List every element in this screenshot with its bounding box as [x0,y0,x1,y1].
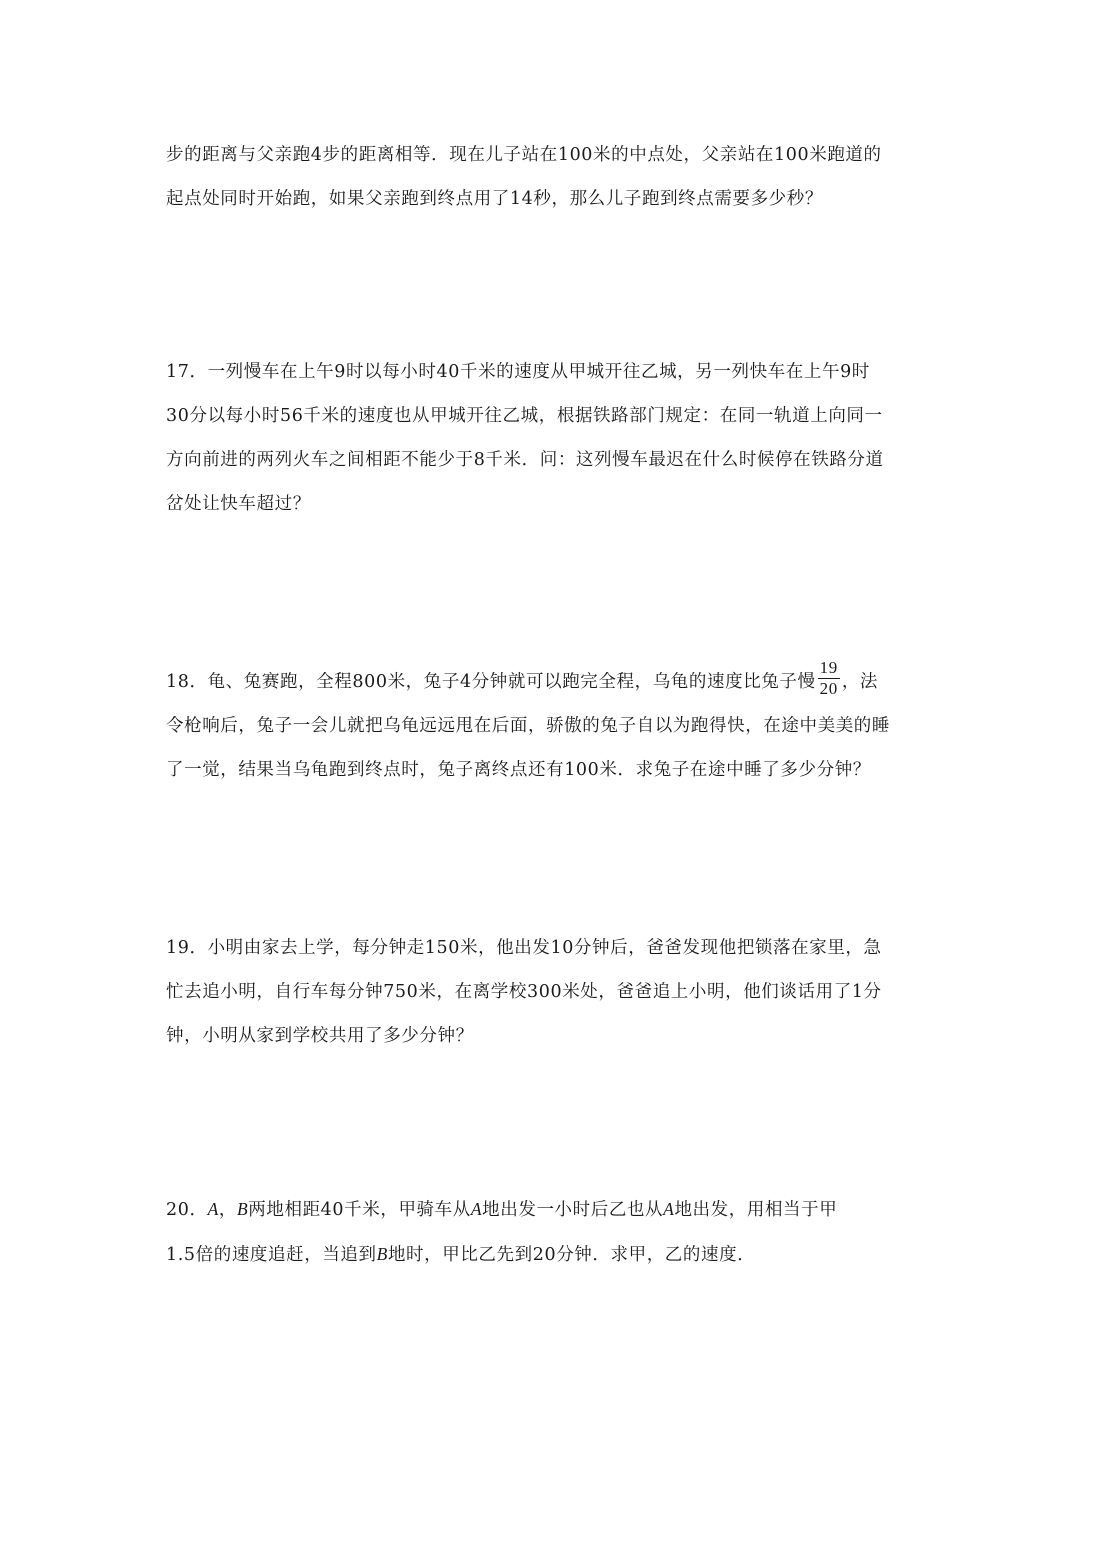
problem-line: 忙去追小明，自行车每分钟750米，在离学校300米处，爸爸追上小明，他们谈话用了1分 [166,982,882,1002]
problem-text: ，法 [841,672,879,692]
problem-19 [166,926,938,1058]
problem-text: 18．龟、兔赛跑，全程800米，兔子4分钟就可以跑完全程，乌龟的速度比兔子慢 [166,672,816,692]
problem-line: 步的距离与父亲跑4步的距离相等．现在儿子站在100米的中点处，父亲站在100米跑道的 [166,145,882,165]
fraction [818,658,840,699]
problem-line: 起点处同时开始跑，如果父亲跑到终点用了14秒，那么儿子跑到终点需要多少秒？ [166,189,823,209]
math-variable: A [470,1199,483,1219]
problem-text: 20． [166,1200,208,1220]
problem-line: 17．一列慢车在上午9时以每小时40千米的速度从甲城开往乙城，另一列快车在上午9时 [166,362,870,382]
problem-line [166,1187,938,1232]
problem-line: 岔处让快车超过？ [166,494,311,514]
fraction-denominator: 20 [819,679,838,698]
problem-line: 方向前进的两列火车之间相距不能少于8千米．问：这列慢车最迟在什么时候停在铁路分道 [166,450,884,470]
problem-line: 钟，小明从家到学校共用了多少分钟？ [166,1026,474,1046]
math-variable: A [663,1199,675,1219]
problem-text: 两地相距40千米，甲骑车从 [248,1200,471,1220]
problem-16-continuation [166,133,938,221]
problem-18 [166,660,938,792]
problem-line: 了一觉，结果当乌龟跑到终点时，兔子离终点还有100米．求兔子在途中睡了多少分钟？ [166,760,871,780]
problem-20 [166,1187,938,1277]
problem-text: 地出发一小时后乙也从 [482,1200,664,1220]
problem-text: 地出发，用相当于甲 [674,1200,838,1220]
problem-text: 1.5倍的速度追赶，当追到 [166,1245,377,1265]
problem-line: 令枪响后，兔子一会儿就把乌龟远远甩在后面，骄傲的兔子自以为跑得快，在途中美美的睡 [166,716,890,736]
problem-text: ， [218,1200,237,1220]
math-variable: B [376,1244,388,1264]
problem-text: 地时，甲比乙先到20分钟．求甲，乙的速度． [387,1245,756,1265]
problem-line: 30分以每小时56千米的速度也从甲城开往乙城，根据铁路部门规定：在同一轨道上向同一 [166,406,883,426]
math-variable: A [207,1199,219,1219]
math-variable: B [236,1199,249,1219]
problem-line [166,660,938,704]
fraction-numerator: 19 [819,658,838,677]
problem-17 [166,350,938,526]
problem-line: 19．小明由家去上学，每分钟走150米，他出发10分钟后，爸爸发现他把锁落在家里，急 [166,938,882,958]
problem-line [166,1232,938,1277]
